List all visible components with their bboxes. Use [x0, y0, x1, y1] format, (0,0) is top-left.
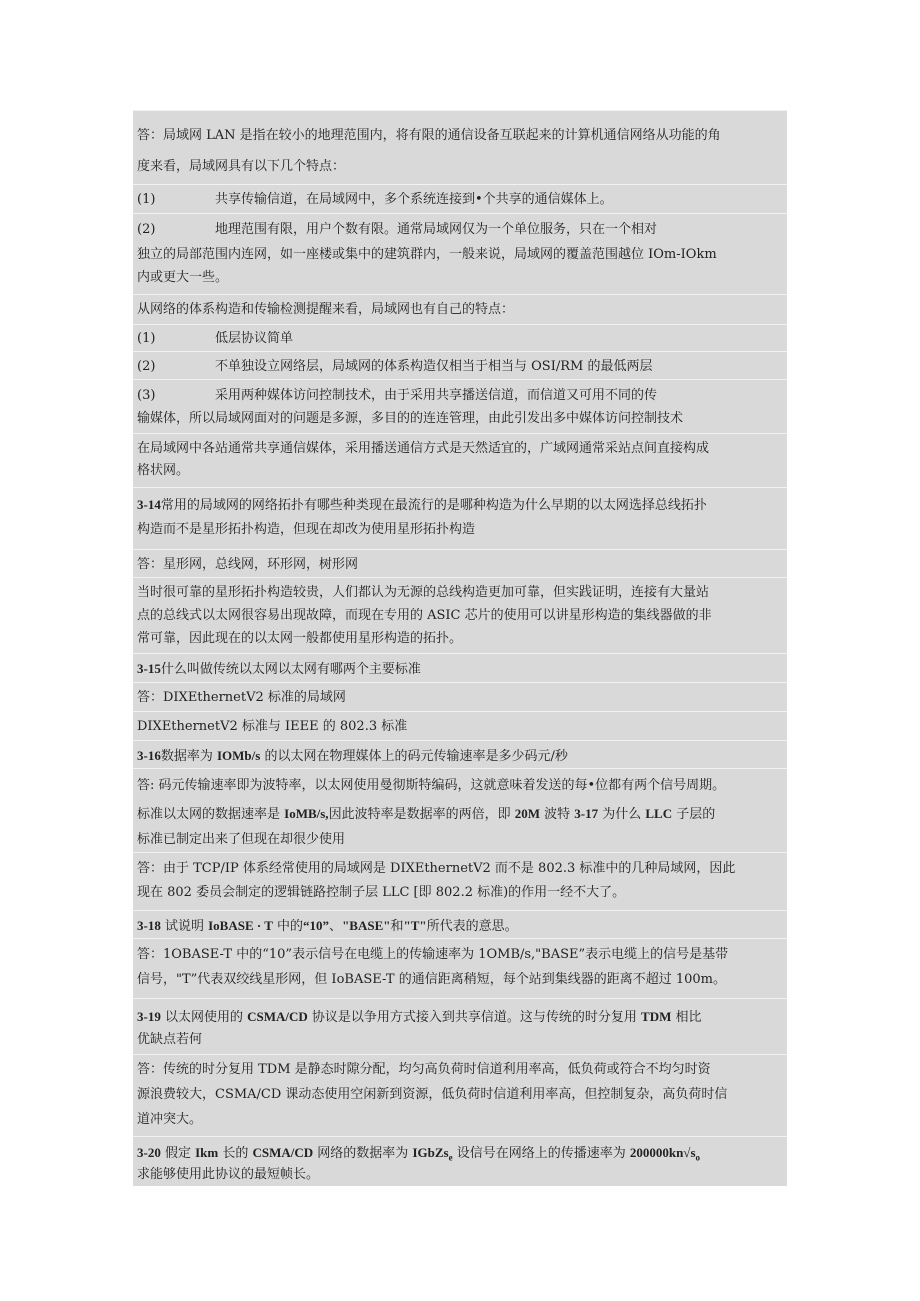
section-text [133, 294, 787, 325]
answer-3-15 [133, 682, 787, 712]
question-line [137, 918, 518, 935]
text-fragment: 数据率为 [160, 749, 217, 764]
text-fragment: 为什么 [598, 807, 646, 822]
question-number: 3-18 [137, 918, 161, 933]
item-text: 共享传输信道，在局域网中，多个系统连接到•个共享的通信媒体上。 [215, 192, 613, 207]
question-3-14 [133, 487, 787, 550]
text-line: 在局域网中各站通常共享通信媒体，采用播送通信方式是天然适宜的，广域网通常采站点间直接构成 [137, 441, 710, 456]
subscript: o [695, 1152, 700, 1163]
text-fragment: 子层的 [672, 807, 716, 822]
text-line: 源浪费较大，CSMA/CD 课动态使用空闲新到资源，低负荷时信道利用率高，但控制复杂，高负荷时信 [137, 1087, 728, 1102]
question-number: 3-14 [137, 497, 161, 512]
text-line: 答：传统的时分复用 TDM 是静态时隙分配，均匀高负荷时信道利用率高，低负荷或符合不均匀时资 [137, 1062, 711, 1077]
text-line: 当时很可靠的星形拓扑构造较贵，人们都认为无源的总线构造更加可靠，但实践证明，连接有大量站 [137, 585, 710, 600]
answer-3-18 [133, 938, 787, 999]
item-number: (2) [137, 359, 156, 374]
text-line: 答：1OBASE-T 中的“10”表示信号在电缆上的传输速率为 1OMB/s,"BASE”表示电缆上的信号是基带 [137, 947, 729, 962]
text-fragment: 中的 [272, 919, 304, 934]
text-line: 答：星形网，总线网，环形网，树形网 [137, 557, 359, 572]
question-number: 3-17 [574, 806, 599, 821]
text-fragment: 假定 [160, 1146, 196, 1161]
question-3-20 [133, 1136, 787, 1187]
subscript: e [448, 1152, 453, 1163]
question-text: 什么叫做传统以太网以太网有哪两个主要标准 [160, 662, 421, 677]
text-line: 现在 802 委员会制定的逻辑链路控制子层 LLC [即 802.2 标准)的作用一经不大了。 [137, 885, 626, 900]
answer-3-14 [133, 549, 787, 578]
question-3-18 [133, 910, 787, 939]
protocol-name: CSMA/CD [252, 1145, 314, 1160]
text-line: 答：DIXEthernetV2 标准的局域网 [137, 690, 346, 705]
text-fragment: 所代表的意思。 [426, 919, 518, 934]
question-line [137, 1145, 700, 1166]
text-line: 标准已制定出来了但现在却很少使用 [137, 832, 346, 847]
text-line: 度来看，局域网具有以下几个特点： [137, 159, 346, 174]
question-number: 3-20 [137, 1145, 161, 1160]
feature-item [133, 351, 787, 380]
term-base: "BASE" [342, 918, 391, 933]
text-fragment: 网络的数据率为 [313, 1146, 413, 1161]
feature-item [133, 324, 787, 352]
answer-3-16 [133, 768, 787, 853]
text-line: 道冲突大。 [137, 1112, 203, 1127]
question-line [137, 1009, 702, 1026]
item-text: 采用两种媒体访问控制技术，由于采用共享播送信道，而信道又可用不同的传 [215, 388, 658, 403]
text-line: 答: 码元传输速率即为波特率，以太网使用曼彻斯特编码，这就意味着发送的每•位都有两个信号周期。 [137, 778, 726, 793]
text-line [137, 806, 715, 823]
text-fragment: 的以太网在物理媒体上的码元传输速率是多少码元/秒 [260, 749, 568, 764]
question-number: 3-19 [137, 1009, 161, 1024]
item-number: (3) [137, 388, 156, 403]
item-number: (1) [137, 331, 156, 346]
text-line: 答：局域网 LAN 是指在较小的地理范围内，将有限的通信设备互联起来的计算机通信网络从功能的角 [137, 128, 721, 143]
item-text: 地理范围有限，用户个数有限。通常局域网仅为一个单位服务，只在一个相对 [215, 222, 658, 237]
question-line: 构造而不是星形拓扑构造，但现在却改为使用星形拓扑构造 [137, 522, 476, 537]
text-line: 内或更大一些。 [137, 270, 229, 285]
text-fragment: 波特 [539, 807, 575, 822]
question-number: 3-15 [137, 661, 161, 676]
data-rate: IOMb/s [216, 748, 261, 763]
text-fragment: 以太网使用的 [160, 1010, 248, 1025]
answer-block [133, 110, 787, 185]
standard-name: IoBASE · T [208, 918, 273, 933]
text-fragment: 、 [329, 919, 343, 934]
text-fragment: 标准以太网的数据速率是 [137, 807, 285, 822]
llc-term: LLC [645, 806, 673, 821]
protocol-name: CSMA/CD [247, 1009, 308, 1024]
text-fragment: 设信号在网络上的传播速率为 [452, 1146, 630, 1161]
document-body [133, 110, 787, 1186]
question-line: 求能够使用此协议的最短帧长。 [137, 1167, 320, 1182]
feature-item [133, 213, 787, 295]
section-text [133, 433, 787, 488]
speed-value: 200000kn√s [629, 1145, 696, 1160]
question-line [137, 661, 421, 678]
question-3-15 [133, 653, 787, 683]
answer-3-19 [133, 1054, 787, 1137]
question-line [137, 748, 568, 765]
question-number: 3-16 [137, 748, 161, 763]
item-number: (2) [137, 222, 156, 237]
question-3-16 [133, 740, 787, 769]
text-line: 从网络的体系构造和传输检测提醒来看，局域网也有自己的特点： [137, 302, 515, 317]
text-fragment: 因此波特率是数据率的两倍，即 [328, 807, 515, 822]
question-line [137, 497, 707, 514]
feature-item [133, 184, 787, 214]
baud-value: 20M [514, 806, 540, 821]
text-line: 信号，"T”代表双绞线星形网，但 IoBASE-T 的通信距离稍短，每个站到集线器的距离不超过 100m。 [137, 972, 726, 987]
question-line: 优缺点若何 [137, 1032, 203, 1047]
data-rate: IGbZs [412, 1145, 449, 1160]
question-text: 常用的局域网的网络拓扑有哪些种类现在最流行的是哪种构造为什么早期的以太网选择总线拓扑 [160, 498, 707, 513]
text-line: 独立的局部范围内连网，如一座楼或集中的建筑群内，一般来说，局域网的覆盖范围越位 IOm-IOkm [137, 247, 717, 262]
text-fragment: 相比 [671, 1010, 702, 1025]
text-line: 常可靠，因此现在的以太网一般都使用星形构造的拓扑。 [137, 631, 463, 646]
text-line: 答：由于 TCP/IP 体系经常使用的局域网是 DIXEthernetV2 而不是 802.3 标准中的几种局域网，因此 [137, 861, 736, 876]
term-t: "T" [403, 918, 427, 933]
text-line: DIXEthernetV2 标准与 IEEE 的 802.3 标准 [137, 719, 408, 734]
answer-3-15-detail [133, 711, 787, 741]
item-text: 低层协议简单 [215, 331, 294, 346]
text-line: 输媒体，所以局域网面对的问题是多源，多目的的连连管理，由此引发出多中媒体访问控制技术 [137, 411, 684, 426]
item-text: 不单独设立网络层，局域网的体系构造仅相当于相当与 OSI/RM 的最低两层 [215, 359, 653, 374]
text-fragment: 协议是以争用方式接入到共享信道。这与传统的时分复用 [307, 1010, 642, 1025]
text-line: 格状网。 [137, 463, 190, 478]
data-rate: IoMB/s, [284, 806, 329, 821]
text-fragment: 试说明 [160, 919, 209, 934]
term-10: “10” [303, 918, 330, 933]
text-line: 点的总线式以太网很容易出现故障，而现在专用的 ASIC 芯片的使用可以讲星形构造的集线器做的非 [137, 608, 712, 623]
answer-3-17 [133, 852, 787, 911]
text-fragment: 长的 [218, 1146, 253, 1161]
answer-explanation [133, 577, 787, 654]
length-value: Ikm [195, 1145, 219, 1160]
item-number: (1) [137, 192, 156, 207]
feature-item [133, 379, 787, 434]
text-fragment: 和 [390, 919, 404, 934]
tdm-term: TDM [641, 1009, 672, 1024]
question-3-19 [133, 998, 787, 1055]
